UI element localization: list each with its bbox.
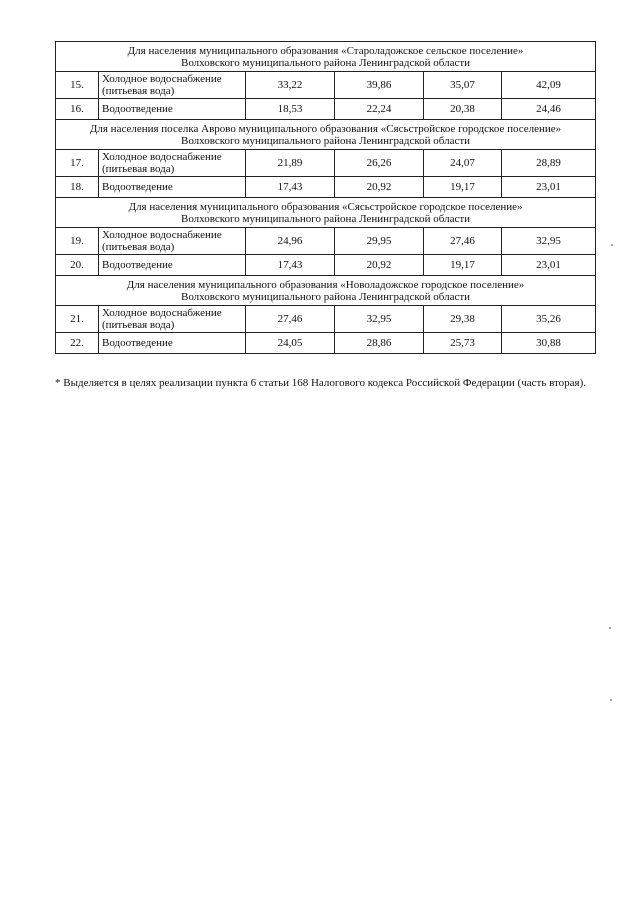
tariff-value: 24,46: [502, 99, 596, 120]
tariff-value: 22,24: [335, 99, 424, 120]
service-name: [99, 306, 246, 333]
tariff-value: 29,95: [335, 228, 424, 255]
section-header: [56, 276, 596, 306]
scan-speck: [610, 699, 612, 701]
service-name: [99, 72, 246, 99]
service-name-line: Водоотведение: [102, 181, 173, 193]
tariff-value: 35,07: [424, 72, 502, 99]
table-row: [56, 306, 596, 333]
tariff-value: 23,01: [502, 177, 596, 198]
service-name-line: Холодное водоснабжение: [102, 229, 222, 241]
table-row: [56, 177, 596, 198]
tariff-table: [55, 41, 596, 354]
row-number: 18.: [56, 177, 99, 198]
section-header: [56, 42, 596, 72]
tariff-value: 20,92: [335, 255, 424, 276]
row-number: 20.: [56, 255, 99, 276]
tariff-value: 20,92: [335, 177, 424, 198]
service-name-line: Водоотведение: [102, 259, 173, 271]
service-name: [99, 177, 246, 198]
tariff-value: 25,73: [424, 333, 502, 354]
tariff-value: 24,07: [424, 150, 502, 177]
tariff-value: 30,88: [502, 333, 596, 354]
tariff-value: 17,43: [246, 255, 335, 276]
footnote: * Выделяется в целях реализации пункта 6 статьи 168 Налогового кодекса Российской Федерации (часть вторая).: [55, 377, 587, 389]
tariff-value: 35,26: [502, 306, 596, 333]
section-header-line: Для населения муниципального образования «Староладожское сельское поселение»: [127, 44, 524, 57]
table-row: [56, 150, 596, 177]
service-name-line: Холодное водоснабжение: [102, 151, 222, 163]
section-header-row: [56, 276, 596, 306]
section-header-line: Волховского муниципального района Ленинградской области: [180, 56, 471, 69]
service-name-line: Водоотведение: [102, 337, 173, 349]
tariff-value: 27,46: [424, 228, 502, 255]
section-header-line: Волховского муниципального района Ленинградской области: [180, 290, 471, 303]
service-name-line: (питьевая вода): [102, 319, 175, 331]
table-row: [56, 72, 596, 99]
table-row: [56, 333, 596, 354]
section-header-line: Для населения поселка Аврово муниципального образования «Сясьстройское городское поселение»: [89, 122, 562, 135]
section-header: [56, 120, 596, 150]
tariff-value: 20,38: [424, 99, 502, 120]
service-name-line: (питьевая вода): [102, 85, 175, 97]
tariff-value: 26,26: [335, 150, 424, 177]
section-header-row: [56, 120, 596, 150]
section-header-line: Волховского муниципального района Ленинградской области: [180, 134, 471, 147]
tariff-value: 39,86: [335, 72, 424, 99]
section-header-line: Волховского муниципального района Ленинградской области: [180, 212, 471, 225]
service-name-line: (питьевая вода): [102, 163, 175, 175]
row-number: 17.: [56, 150, 99, 177]
row-number: 15.: [56, 72, 99, 99]
section-header-row: [56, 198, 596, 228]
tariff-value: 33,22: [246, 72, 335, 99]
service-name-line: (питьевая вода): [102, 241, 175, 253]
scan-speck: [611, 244, 613, 246]
section-header: [56, 198, 596, 228]
row-number: 19.: [56, 228, 99, 255]
row-number: 22.: [56, 333, 99, 354]
tariff-value: 29,38: [424, 306, 502, 333]
tariff-value: 19,17: [424, 177, 502, 198]
scan-speck: [609, 627, 611, 629]
row-number: 16.: [56, 99, 99, 120]
tariff-value: 42,09: [502, 72, 596, 99]
tariff-value: 23,01: [502, 255, 596, 276]
tariff-value: 28,86: [335, 333, 424, 354]
service-name: [99, 99, 246, 120]
table-row: [56, 228, 596, 255]
service-name: [99, 228, 246, 255]
tariff-value: 24,96: [246, 228, 335, 255]
service-name: [99, 255, 246, 276]
service-name-line: Холодное водоснабжение: [102, 73, 222, 85]
row-number: 21.: [56, 306, 99, 333]
section-header-row: [56, 42, 596, 72]
section-header-line: Для населения муниципального образования «Новоладожское городское поселение»: [126, 278, 525, 291]
service-name: [99, 150, 246, 177]
tariff-value: 32,95: [502, 228, 596, 255]
section-header-line: Для населения муниципального образования «Сясьстройское городское поселение»: [128, 200, 523, 213]
table-row: [56, 255, 596, 276]
tariff-value: 19,17: [424, 255, 502, 276]
tariff-value: 24,05: [246, 333, 335, 354]
tariff-value: 27,46: [246, 306, 335, 333]
tariff-value: 18,53: [246, 99, 335, 120]
service-name: [99, 333, 246, 354]
tariff-value: 32,95: [335, 306, 424, 333]
tariff-value: 21,89: [246, 150, 335, 177]
tariff-value: 28,89: [502, 150, 596, 177]
service-name-line: Водоотведение: [102, 103, 173, 115]
tariff-value: 17,43: [246, 177, 335, 198]
table-row: [56, 99, 596, 120]
service-name-line: Холодное водоснабжение: [102, 307, 222, 319]
